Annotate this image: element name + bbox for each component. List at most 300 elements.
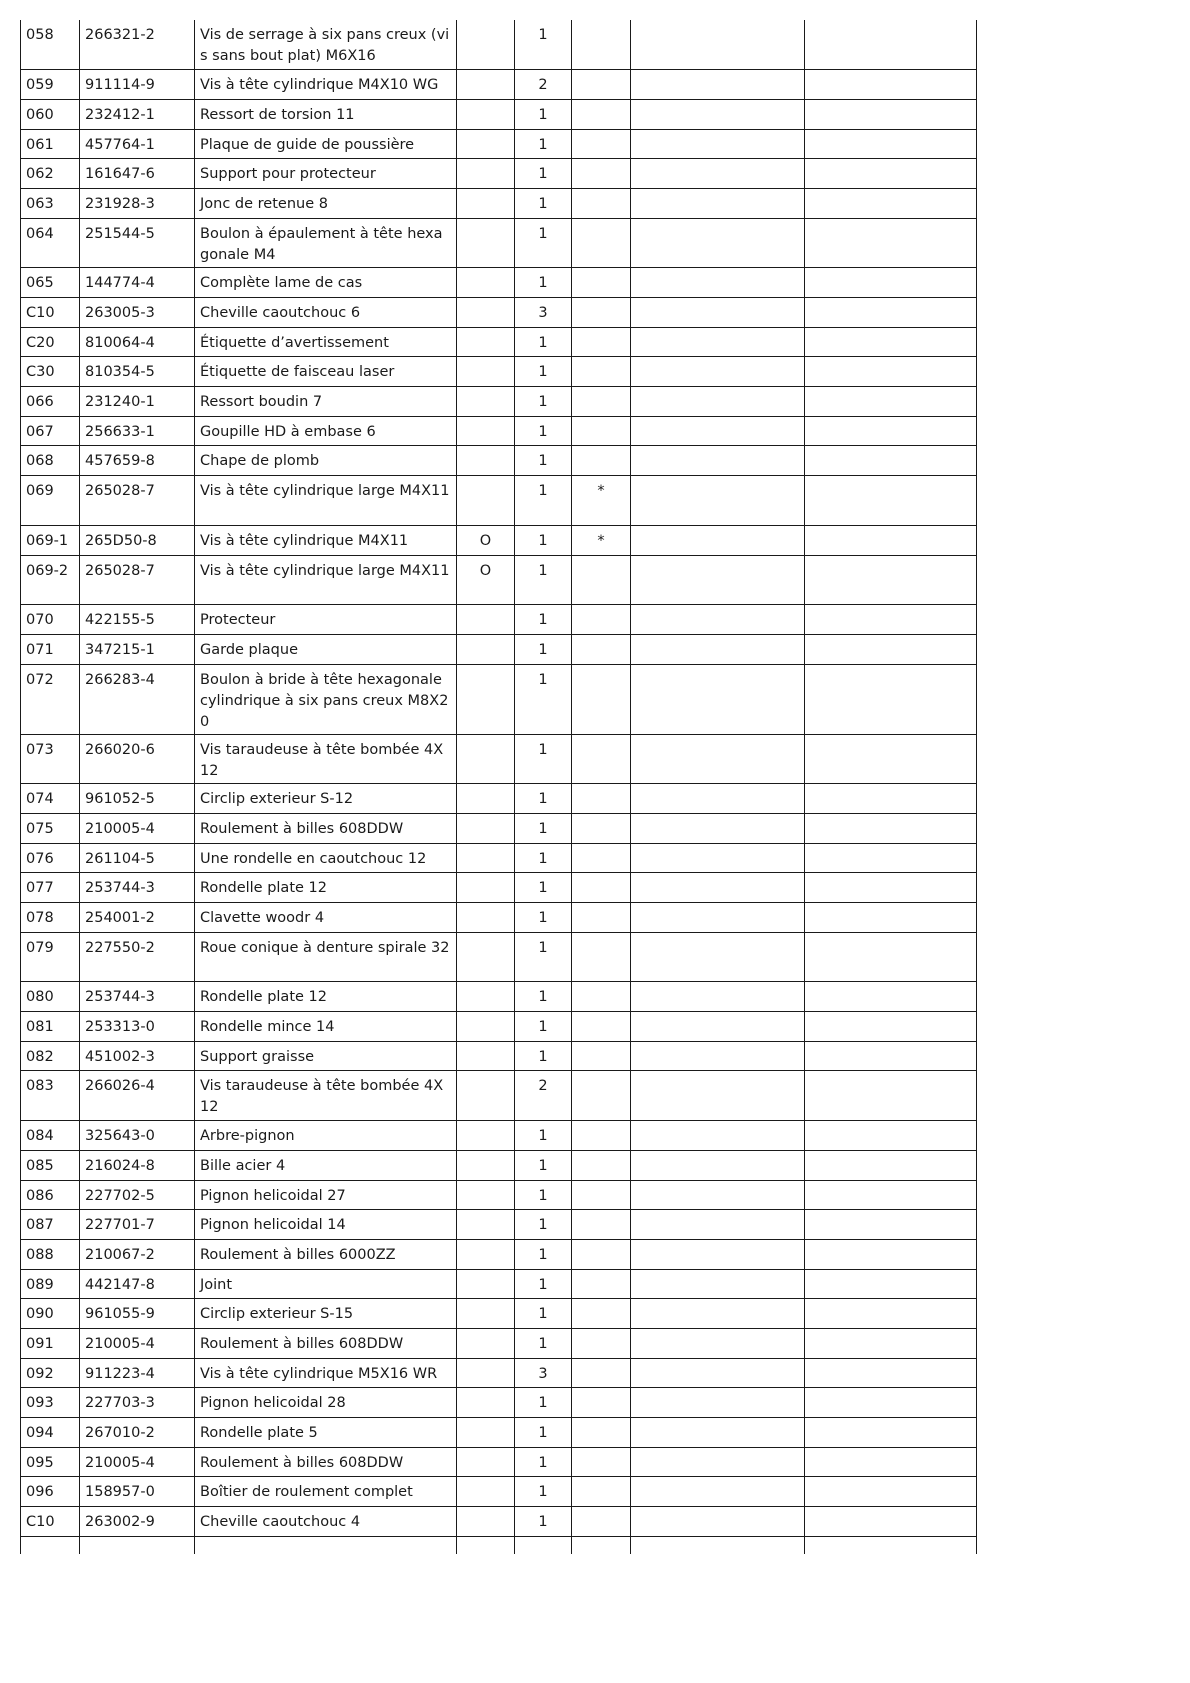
part-number-cell: 810064-4 bbox=[80, 327, 195, 357]
empty-cell bbox=[631, 813, 805, 843]
quantity-cell: 1 bbox=[515, 734, 572, 784]
quantity-cell: 1 bbox=[515, 1210, 572, 1240]
part-number-cell: 210005-4 bbox=[80, 1447, 195, 1477]
option-cell bbox=[457, 1180, 515, 1210]
item-number-cell: 085 bbox=[21, 1150, 80, 1180]
item-number-cell: 093 bbox=[21, 1388, 80, 1418]
note-mark-cell bbox=[572, 1447, 631, 1477]
quantity-cell: 1 bbox=[515, 218, 572, 268]
item-number-cell: 062 bbox=[21, 159, 80, 189]
option-cell bbox=[457, 1210, 515, 1240]
note-mark-cell bbox=[572, 1210, 631, 1240]
description-cell: Support graisse bbox=[195, 1041, 457, 1071]
quantity-cell: 1 bbox=[515, 1012, 572, 1042]
part-number-cell: 254001-2 bbox=[80, 903, 195, 933]
note-mark-cell bbox=[572, 1299, 631, 1329]
empty-cell bbox=[805, 1328, 977, 1358]
item-number-cell: 067 bbox=[21, 416, 80, 446]
option-cell bbox=[457, 188, 515, 218]
empty-cell bbox=[805, 1012, 977, 1042]
quantity-cell: 1 bbox=[515, 903, 572, 933]
empty-cell bbox=[631, 664, 805, 734]
table-row bbox=[21, 446, 977, 476]
item-number-cell: 061 bbox=[21, 129, 80, 159]
part-number-cell: 158957-0 bbox=[80, 1477, 195, 1507]
empty-cell bbox=[631, 387, 805, 417]
description-cell: Plaque de guide de poussière bbox=[195, 129, 457, 159]
part-number-cell: 256633-1 bbox=[80, 416, 195, 446]
description-cell: Boulon à épaulement à tête hexagonale M4 bbox=[195, 218, 457, 268]
description-cell: Jonc de retenue 8 bbox=[195, 188, 457, 218]
quantity-cell: 1 bbox=[515, 605, 572, 635]
quantity-cell: 1 bbox=[515, 1328, 572, 1358]
description-cell: Circlip exterieur S-12 bbox=[195, 784, 457, 814]
table-row bbox=[21, 873, 977, 903]
note-mark-cell bbox=[572, 903, 631, 933]
part-number-cell: 253313-0 bbox=[80, 1012, 195, 1042]
empty-cell bbox=[805, 932, 977, 982]
empty-cell bbox=[631, 1447, 805, 1477]
note-mark-cell bbox=[572, 784, 631, 814]
part-number-cell: 347215-1 bbox=[80, 634, 195, 664]
description-cell: Clavette woodr 4 bbox=[195, 903, 457, 933]
option-cell bbox=[457, 813, 515, 843]
part-number-cell: 253744-3 bbox=[80, 982, 195, 1012]
item-number-cell: 096 bbox=[21, 1477, 80, 1507]
note-mark-cell bbox=[572, 664, 631, 734]
empty-cell bbox=[805, 555, 977, 605]
option-cell bbox=[457, 1328, 515, 1358]
option-cell bbox=[457, 843, 515, 873]
quantity-cell: 1 bbox=[515, 1239, 572, 1269]
option-cell bbox=[457, 634, 515, 664]
table-row bbox=[21, 1447, 977, 1477]
quantity-cell: 1 bbox=[515, 1418, 572, 1448]
item-number-cell: 090 bbox=[21, 1299, 80, 1329]
empty-cell bbox=[805, 1536, 977, 1554]
quantity-cell: 1 bbox=[515, 843, 572, 873]
empty-cell bbox=[631, 932, 805, 982]
empty-cell bbox=[805, 327, 977, 357]
table-row bbox=[21, 476, 977, 526]
table-row bbox=[21, 903, 977, 933]
table-row bbox=[21, 20, 977, 70]
description-cell: Roulement à billes 608DDW bbox=[195, 1328, 457, 1358]
part-number-cell: 263002-9 bbox=[80, 1507, 195, 1537]
part-number-cell: 253744-3 bbox=[80, 873, 195, 903]
description-cell: Complète lame de cas bbox=[195, 268, 457, 298]
empty-cell bbox=[805, 159, 977, 189]
empty-cell bbox=[631, 416, 805, 446]
note-mark-cell bbox=[572, 298, 631, 328]
quantity-cell: 1 bbox=[515, 1269, 572, 1299]
part-number-cell: 216024-8 bbox=[80, 1150, 195, 1180]
table-row bbox=[21, 734, 977, 784]
quantity-cell: 1 bbox=[515, 416, 572, 446]
note-mark-cell bbox=[572, 1477, 631, 1507]
empty-cell bbox=[805, 982, 977, 1012]
option-cell bbox=[457, 873, 515, 903]
description-cell: Boulon à bride à tête hexagonale cylindrique à six pans creux M8X20 bbox=[195, 664, 457, 734]
description-cell: Pignon helicoidal 28 bbox=[195, 1388, 457, 1418]
note-mark-cell: * bbox=[572, 525, 631, 555]
option-cell: O bbox=[457, 525, 515, 555]
quantity-cell: 1 bbox=[515, 20, 572, 70]
empty-cell bbox=[805, 1447, 977, 1477]
option-cell bbox=[457, 129, 515, 159]
description-cell: Rondelle plate 12 bbox=[195, 873, 457, 903]
description-cell: Pignon helicoidal 27 bbox=[195, 1180, 457, 1210]
option-cell bbox=[457, 70, 515, 100]
note-mark-cell bbox=[572, 1012, 631, 1042]
item-number-cell: 074 bbox=[21, 784, 80, 814]
note-mark-cell bbox=[572, 188, 631, 218]
description-cell: Une rondelle en caoutchouc 12 bbox=[195, 843, 457, 873]
option-cell bbox=[457, 605, 515, 635]
empty-cell bbox=[631, 784, 805, 814]
empty-cell bbox=[631, 1012, 805, 1042]
empty-cell bbox=[805, 268, 977, 298]
item-number-cell: 073 bbox=[21, 734, 80, 784]
note-mark-cell bbox=[572, 1388, 631, 1418]
item-number-cell: 066 bbox=[21, 387, 80, 417]
part-number-cell: 911223-4 bbox=[80, 1358, 195, 1388]
empty-cell bbox=[195, 1536, 457, 1554]
item-number-cell: 069-1 bbox=[21, 525, 80, 555]
empty-cell bbox=[631, 903, 805, 933]
part-number-cell: 227701-7 bbox=[80, 1210, 195, 1240]
item-number-cell: 080 bbox=[21, 982, 80, 1012]
empty-cell bbox=[21, 1536, 80, 1554]
description-cell: Chape de plomb bbox=[195, 446, 457, 476]
item-number-cell: 091 bbox=[21, 1328, 80, 1358]
item-number-cell: 065 bbox=[21, 268, 80, 298]
empty-cell bbox=[805, 129, 977, 159]
empty-cell bbox=[805, 1210, 977, 1240]
description-cell: Pignon helicoidal 14 bbox=[195, 1210, 457, 1240]
table-row bbox=[21, 129, 977, 159]
note-mark-cell bbox=[572, 1180, 631, 1210]
quantity-cell: 1 bbox=[515, 129, 572, 159]
item-number-cell: 095 bbox=[21, 1447, 80, 1477]
quantity-cell: 1 bbox=[515, 784, 572, 814]
quantity-cell: 1 bbox=[515, 1447, 572, 1477]
note-mark-cell bbox=[572, 873, 631, 903]
description-cell: Arbre-pignon bbox=[195, 1121, 457, 1151]
quantity-cell: 1 bbox=[515, 1507, 572, 1537]
empty-cell bbox=[805, 416, 977, 446]
empty-cell bbox=[631, 446, 805, 476]
note-mark-cell bbox=[572, 982, 631, 1012]
part-number-cell: 231240-1 bbox=[80, 387, 195, 417]
note-mark-cell bbox=[572, 357, 631, 387]
option-cell bbox=[457, 327, 515, 357]
description-cell: Joint bbox=[195, 1269, 457, 1299]
table-row bbox=[21, 1041, 977, 1071]
description-cell: Support pour protecteur bbox=[195, 159, 457, 189]
option-cell bbox=[457, 1150, 515, 1180]
empty-cell bbox=[805, 1388, 977, 1418]
table-row bbox=[21, 664, 977, 734]
quantity-cell: 1 bbox=[515, 476, 572, 526]
item-number-cell: 082 bbox=[21, 1041, 80, 1071]
table-row bbox=[21, 387, 977, 417]
description-cell: Rondelle plate 12 bbox=[195, 982, 457, 1012]
table-row bbox=[21, 1328, 977, 1358]
part-number-cell: 325643-0 bbox=[80, 1121, 195, 1151]
empty-cell bbox=[805, 873, 977, 903]
note-mark-cell bbox=[572, 20, 631, 70]
item-number-cell: 076 bbox=[21, 843, 80, 873]
table-row bbox=[21, 605, 977, 635]
table-row bbox=[21, 268, 977, 298]
table-row bbox=[21, 784, 977, 814]
part-number-cell: 210005-4 bbox=[80, 1328, 195, 1358]
empty-cell bbox=[631, 605, 805, 635]
quantity-cell: 1 bbox=[515, 1180, 572, 1210]
table-row bbox=[21, 555, 977, 605]
empty-cell bbox=[631, 873, 805, 903]
table-row-continuation bbox=[21, 1536, 977, 1554]
item-number-cell: 068 bbox=[21, 446, 80, 476]
empty-cell bbox=[631, 1150, 805, 1180]
description-cell: Protecteur bbox=[195, 605, 457, 635]
empty-cell bbox=[631, 1121, 805, 1151]
empty-cell bbox=[805, 20, 977, 70]
item-number-cell: 058 bbox=[21, 20, 80, 70]
part-number-cell: 266026-4 bbox=[80, 1071, 195, 1121]
quantity-cell: 1 bbox=[515, 813, 572, 843]
table-row bbox=[21, 416, 977, 446]
quantity-cell: 1 bbox=[515, 357, 572, 387]
table-row bbox=[21, 1477, 977, 1507]
note-mark-cell bbox=[572, 70, 631, 100]
part-number-cell: 232412-1 bbox=[80, 99, 195, 129]
table-row bbox=[21, 1121, 977, 1151]
item-number-cell: 089 bbox=[21, 1269, 80, 1299]
part-number-cell: 261104-5 bbox=[80, 843, 195, 873]
quantity-cell: 1 bbox=[515, 1121, 572, 1151]
empty-cell bbox=[631, 1210, 805, 1240]
option-cell bbox=[457, 99, 515, 129]
empty-cell bbox=[805, 1299, 977, 1329]
item-number-cell: 084 bbox=[21, 1121, 80, 1151]
option-cell bbox=[457, 932, 515, 982]
part-number-cell: 451002-3 bbox=[80, 1041, 195, 1071]
option-cell bbox=[457, 1418, 515, 1448]
option-cell bbox=[457, 476, 515, 526]
part-number-cell: 267010-2 bbox=[80, 1418, 195, 1448]
note-mark-cell bbox=[572, 1071, 631, 1121]
empty-cell bbox=[631, 70, 805, 100]
empty-cell bbox=[80, 1536, 195, 1554]
parts-table bbox=[20, 20, 977, 1554]
table-row bbox=[21, 1180, 977, 1210]
part-number-cell: 265028-7 bbox=[80, 476, 195, 526]
table-row bbox=[21, 188, 977, 218]
part-number-cell: 263005-3 bbox=[80, 298, 195, 328]
description-cell: Cheville caoutchouc 4 bbox=[195, 1507, 457, 1537]
empty-cell bbox=[805, 357, 977, 387]
note-mark-cell bbox=[572, 1239, 631, 1269]
item-number-cell: 086 bbox=[21, 1180, 80, 1210]
note-mark-cell bbox=[572, 1358, 631, 1388]
parts-table-body bbox=[21, 20, 977, 1554]
table-row bbox=[21, 982, 977, 1012]
empty-cell bbox=[631, 1299, 805, 1329]
note-mark-cell bbox=[572, 159, 631, 189]
quantity-cell: 1 bbox=[515, 1388, 572, 1418]
part-number-cell: 810354-5 bbox=[80, 357, 195, 387]
note-mark-cell bbox=[572, 416, 631, 446]
empty-cell bbox=[631, 1388, 805, 1418]
description-cell: Vis de serrage à six pans creux (vis sans bout plat) M6X16 bbox=[195, 20, 457, 70]
description-cell: Roulement à billes 608DDW bbox=[195, 1447, 457, 1477]
item-number-cell: 071 bbox=[21, 634, 80, 664]
note-mark-cell bbox=[572, 327, 631, 357]
item-number-cell: C30 bbox=[21, 357, 80, 387]
table-row bbox=[21, 357, 977, 387]
note-mark-cell bbox=[572, 843, 631, 873]
note-mark-cell bbox=[572, 1150, 631, 1180]
quantity-cell: 1 bbox=[515, 1477, 572, 1507]
empty-cell bbox=[631, 159, 805, 189]
item-number-cell: 077 bbox=[21, 873, 80, 903]
note-mark-cell bbox=[572, 932, 631, 982]
empty-cell bbox=[631, 555, 805, 605]
quantity-cell: 1 bbox=[515, 1299, 572, 1329]
table-row bbox=[21, 1299, 977, 1329]
quantity-cell: 1 bbox=[515, 555, 572, 605]
empty-cell bbox=[805, 446, 977, 476]
empty-cell bbox=[631, 476, 805, 526]
option-cell bbox=[457, 982, 515, 1012]
option-cell bbox=[457, 784, 515, 814]
option-cell bbox=[457, 1447, 515, 1477]
table-row bbox=[21, 159, 977, 189]
empty-cell bbox=[631, 20, 805, 70]
empty-cell bbox=[805, 99, 977, 129]
description-cell: Vis à tête cylindrique M5X16 WR bbox=[195, 1358, 457, 1388]
quantity-cell: 1 bbox=[515, 387, 572, 417]
item-number-cell: 069-2 bbox=[21, 555, 80, 605]
table-row bbox=[21, 813, 977, 843]
item-number-cell: 094 bbox=[21, 1418, 80, 1448]
table-row bbox=[21, 298, 977, 328]
empty-cell bbox=[631, 1418, 805, 1448]
option-cell bbox=[457, 1358, 515, 1388]
description-cell: Vis à tête cylindrique large M4X11 bbox=[195, 476, 457, 526]
empty-cell bbox=[631, 634, 805, 664]
item-number-cell: C20 bbox=[21, 327, 80, 357]
empty-cell bbox=[805, 476, 977, 526]
item-number-cell: C10 bbox=[21, 1507, 80, 1537]
empty-cell bbox=[515, 1536, 572, 1554]
note-mark-cell bbox=[572, 1121, 631, 1151]
description-cell: Ressort boudin 7 bbox=[195, 387, 457, 417]
part-number-cell: 961052-5 bbox=[80, 784, 195, 814]
option-cell bbox=[457, 664, 515, 734]
note-mark-cell bbox=[572, 634, 631, 664]
quantity-cell: 1 bbox=[515, 982, 572, 1012]
quantity-cell: 1 bbox=[515, 188, 572, 218]
note-mark-cell bbox=[572, 1507, 631, 1537]
empty-cell bbox=[631, 525, 805, 555]
empty-cell bbox=[631, 734, 805, 784]
empty-cell bbox=[457, 1536, 515, 1554]
quantity-cell: 1 bbox=[515, 268, 572, 298]
part-number-cell: 457659-8 bbox=[80, 446, 195, 476]
description-cell: Vis à tête cylindrique M4X10 WG bbox=[195, 70, 457, 100]
empty-cell bbox=[805, 1269, 977, 1299]
empty-cell bbox=[805, 1418, 977, 1448]
table-row bbox=[21, 70, 977, 100]
item-number-cell: 087 bbox=[21, 1210, 80, 1240]
quantity-cell: 1 bbox=[515, 159, 572, 189]
part-number-cell: 231928-3 bbox=[80, 188, 195, 218]
option-cell bbox=[457, 1299, 515, 1329]
note-mark-cell bbox=[572, 734, 631, 784]
note-mark-cell bbox=[572, 1269, 631, 1299]
quantity-cell: 1 bbox=[515, 932, 572, 982]
table-row bbox=[21, 327, 977, 357]
option-cell bbox=[457, 1041, 515, 1071]
empty-cell bbox=[631, 218, 805, 268]
item-number-cell: 063 bbox=[21, 188, 80, 218]
part-number-cell: 961055-9 bbox=[80, 1299, 195, 1329]
description-cell: Roue conique à denture spirale 32 bbox=[195, 932, 457, 982]
empty-cell bbox=[805, 70, 977, 100]
empty-cell bbox=[631, 843, 805, 873]
option-cell bbox=[457, 268, 515, 298]
part-number-cell: 265028-7 bbox=[80, 555, 195, 605]
option-cell bbox=[457, 159, 515, 189]
empty-cell bbox=[805, 634, 977, 664]
empty-cell bbox=[805, 1507, 977, 1537]
item-number-cell: 059 bbox=[21, 70, 80, 100]
description-cell: Étiquette de faisceau laser bbox=[195, 357, 457, 387]
empty-cell bbox=[631, 982, 805, 1012]
empty-cell bbox=[805, 188, 977, 218]
option-cell bbox=[457, 20, 515, 70]
quantity-cell: 1 bbox=[515, 327, 572, 357]
empty-cell bbox=[805, 298, 977, 328]
part-number-cell: 227703-3 bbox=[80, 1388, 195, 1418]
quantity-cell: 2 bbox=[515, 70, 572, 100]
part-number-cell: 442147-8 bbox=[80, 1269, 195, 1299]
empty-cell bbox=[631, 1328, 805, 1358]
table-row bbox=[21, 1239, 977, 1269]
note-mark-cell bbox=[572, 99, 631, 129]
note-mark-cell bbox=[572, 218, 631, 268]
description-cell: Vis taraudeuse à tête bombée 4X12 bbox=[195, 734, 457, 784]
quantity-cell: 1 bbox=[515, 99, 572, 129]
empty-cell bbox=[572, 1536, 631, 1554]
empty-cell bbox=[805, 734, 977, 784]
empty-cell bbox=[631, 298, 805, 328]
table-row bbox=[21, 1150, 977, 1180]
description-cell: Roulement à billes 6000ZZ bbox=[195, 1239, 457, 1269]
note-mark-cell bbox=[572, 555, 631, 605]
quantity-cell: 1 bbox=[515, 446, 572, 476]
item-number-cell: 078 bbox=[21, 903, 80, 933]
option-cell bbox=[457, 903, 515, 933]
table-row bbox=[21, 1012, 977, 1042]
empty-cell bbox=[805, 1121, 977, 1151]
table-row bbox=[21, 1388, 977, 1418]
item-number-cell: 075 bbox=[21, 813, 80, 843]
empty-cell bbox=[631, 99, 805, 129]
